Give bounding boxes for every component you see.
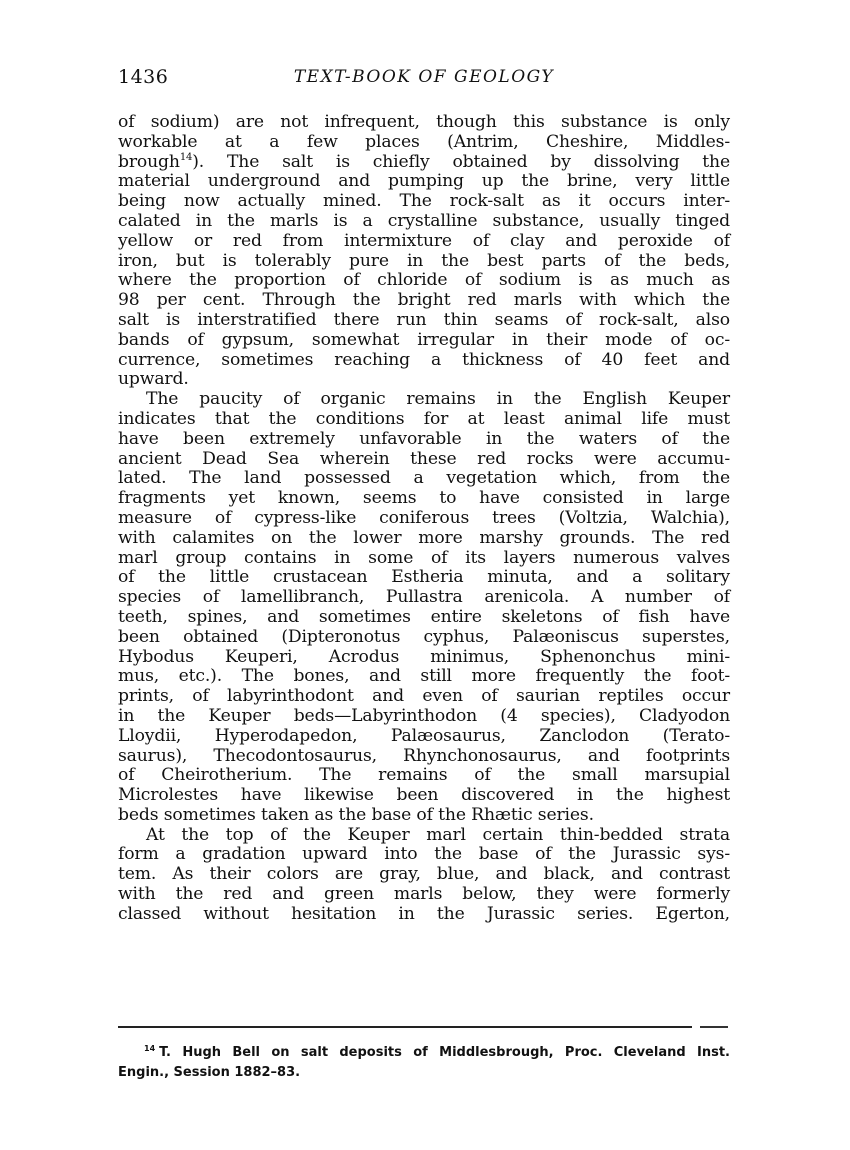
text-line — [118, 865, 730, 885]
text-line — [118, 113, 730, 133]
text-line-content: lated. The land possessed a vegetation which, from the — [118, 468, 730, 489]
text-line-content: mus, etc.). The bones, and still more frequently the foot- — [118, 666, 730, 687]
page-number: 1436 — [118, 66, 169, 88]
text-line — [118, 153, 730, 173]
text-line-content: 98 per cent. Through the bright red marls with which the — [118, 290, 730, 311]
text-line — [118, 370, 730, 390]
text-line — [118, 747, 730, 767]
footnote-rule — [118, 1026, 692, 1028]
text-line — [118, 667, 730, 687]
text-line-content: of Cheirotherium. The remains of the small marsupial — [118, 765, 730, 786]
text-line — [118, 232, 730, 252]
text-line-content: form a gradation upward into the base of the Jurassic sys- — [118, 844, 730, 865]
footnote-mark: 14 — [144, 1044, 156, 1053]
text-line-content: calated in the marls is a crystalline substance, usually tinged — [118, 210, 730, 231]
text-line-content: Hybodus Keuperi, Acrodus minimus, Sphenonchus mini- — [118, 646, 730, 667]
text-line — [118, 608, 730, 628]
text-line — [118, 450, 730, 470]
text-line-content: prints, of labyrinthodont and even of saurian reptiles occur — [118, 686, 730, 707]
text-line — [118, 469, 730, 489]
text-line-content: where the proportion of chloride of sodium is as much as — [118, 270, 730, 291]
text-line-content: fragments yet known, seems to have consisted in large — [118, 488, 730, 509]
text-line-content: bands of gypsum, somewhat irregular in their mode of oc- — [118, 329, 730, 350]
text-line — [118, 331, 730, 351]
text-line-content: classed without hesitation in the Jurassic series. Egerton, — [118, 903, 730, 924]
page-header — [118, 66, 730, 90]
text-line — [118, 172, 730, 192]
footnote-rule-tail — [700, 1026, 728, 1028]
text-line — [118, 509, 730, 529]
text-line-content: tem. As their colors are gray, blue, and black, and contrast — [118, 864, 730, 885]
text-line — [118, 410, 730, 430]
text-line — [118, 845, 730, 865]
text-line-content: indicates that the conditions for at least animal life must — [118, 408, 730, 429]
text-line — [118, 628, 730, 648]
footnote-reference: 14 — [179, 151, 193, 163]
text-line-content: material underground and pumping up the brine, very little — [118, 171, 730, 192]
text-line-content: ancient Dead Sea wherein these red rocks were accumu- — [118, 448, 730, 469]
footnote-line — [118, 1043, 730, 1063]
text-line — [118, 192, 730, 212]
text-line — [118, 252, 730, 272]
text-line-content: species of lamellibranch, Pullastra arenicola. A number of — [118, 587, 730, 608]
text-line — [118, 885, 730, 905]
running-head: TEXT-BOOK OF GEOLOGY — [293, 67, 555, 87]
text-line — [118, 588, 730, 608]
text-line-content: ). The salt is chiefly obtained by dissolving the — [192, 151, 730, 172]
text-line — [118, 133, 730, 153]
text-line-content: marl group contains in some of its layers numerous valves — [118, 547, 730, 568]
text-line — [118, 351, 730, 371]
text-line — [118, 212, 730, 232]
text-line — [118, 489, 730, 509]
footnotes — [118, 1043, 730, 1083]
text-line-content: brough — [118, 151, 180, 172]
text-line-content: being now actually mined. The rock-salt as it occurs inter- — [118, 191, 730, 212]
text-line — [118, 529, 730, 549]
text-line-content: of sodium) are not infrequent, though this substance is only — [118, 112, 730, 132]
text-line-content: currence, sometimes reaching a thickness of 40 feet and — [118, 349, 730, 370]
text-line-content: The paucity of organic remains in the English Keuper — [146, 389, 730, 410]
text-line-content: teeth, spines, and sometimes entire skeletons of fish have — [118, 606, 730, 627]
text-line-content: At the top of the Keuper marl certain thin-bedded strata — [146, 824, 730, 845]
body-text — [118, 113, 730, 925]
text-line-content: Microlestes have likewise been discovered in the highest — [118, 785, 730, 806]
text-line — [118, 291, 730, 311]
text-line-content: beds sometimes taken as the base of the Rhætic series. — [118, 804, 594, 825]
text-line — [118, 905, 730, 925]
text-line — [118, 766, 730, 786]
text-line-content: been obtained (Dipteronotus cyphus, Palæoniscus superstes, — [118, 626, 730, 647]
text-line — [118, 390, 730, 410]
text-line — [118, 826, 730, 846]
text-line-content: salt is interstratified there run thin seams of rock-salt, also — [118, 309, 730, 330]
text-line — [118, 806, 730, 826]
text-line-content: iron, but is tolerably pure in the best parts of the beds, — [118, 250, 730, 271]
text-line — [118, 786, 730, 806]
text-line — [118, 648, 730, 668]
text-line — [118, 707, 730, 727]
text-line — [118, 311, 730, 331]
text-line — [118, 549, 730, 569]
footnote-text: T. Hugh Bell on salt deposits of Middlesbrough, Proc. Cleveland Inst. — [159, 1045, 730, 1060]
text-line-content: measure of cypress-like coniferous trees (Voltzia, Walchia), — [118, 507, 730, 528]
text-line — [118, 568, 730, 588]
text-line-content: Lloydii, Hyperodapedon, Palæosaurus, Zanclodon (Terato- — [118, 725, 730, 746]
text-line-content: of the little crustacean Estheria minuta, and a solitary — [118, 567, 730, 588]
text-line-content: with the red and green marls below, they were formerly — [118, 884, 730, 905]
text-line-content: have been extremely unfavorable in the waters of the — [118, 428, 730, 449]
text-line — [118, 271, 730, 291]
text-line — [118, 687, 730, 707]
text-line-content: yellow or red from intermixture of clay and peroxide of — [118, 230, 730, 251]
text-line — [118, 430, 730, 450]
text-line-content: in the Keuper beds—Labyrinthodon (4 species), Cladyodon — [118, 705, 730, 726]
text-line-content: with calamites on the lower more marshy grounds. The red — [118, 527, 730, 548]
text-line-content: workable at a few places (Antrim, Cheshire, Middles- — [118, 131, 730, 152]
text-line-content: saurus), Thecodontosaurus, Rhynchonosaurus, and footprints — [118, 745, 730, 766]
text-line — [118, 727, 730, 747]
footnote-line: Engin., Session 1882–83. — [118, 1065, 301, 1080]
text-line-content: upward. — [118, 369, 189, 390]
